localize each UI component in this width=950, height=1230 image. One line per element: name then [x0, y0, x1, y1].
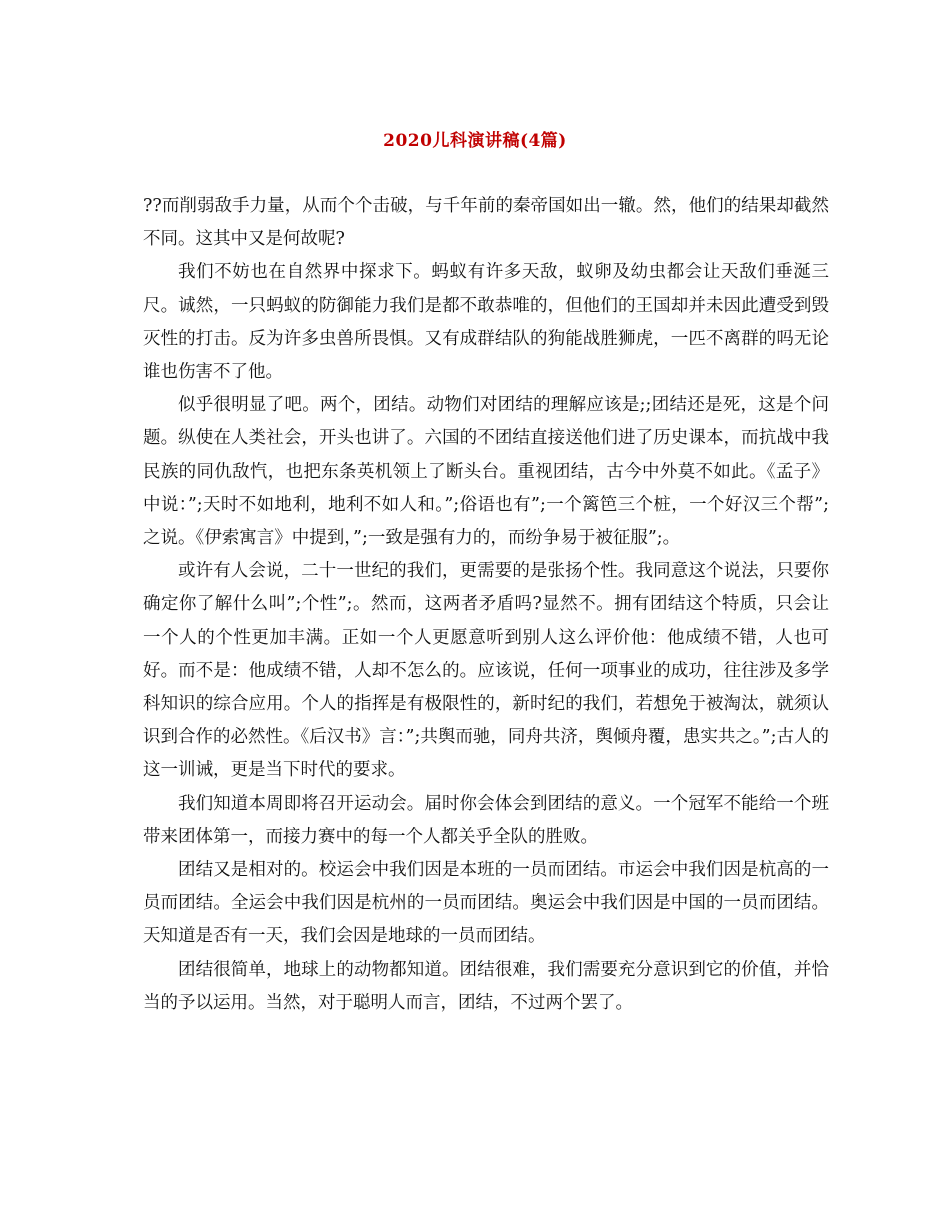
paragraph: ??而削弱敌手力量，从而个个击破，与千年前的秦帝国如出一辙。然，他们的结果却截然不同。这其中又是何故呢? — [143, 196, 829, 250]
paragraph: 似乎很明显了吧。两个，团结。动物们对团结的理解应该是;;团结还是死，这是个问题。纵使在人类社会，开头也讲了。六国的不团结直接送他们进了历史课本，而抗战中我民族的同仇敌忾，也把东条英机领上了断头台。重视团结，古今中外莫不如此。《孟子》中说：”;天时不如地利，地利不如人和。”;俗语也有”;一个篱笆三个桩，一个好汉三个帮”;之说。《伊索寓言》中提到，”;一致是强有力的，而纷争易于被征服”;。 — [143, 395, 829, 549]
paragraph: 我们不妨也在自然界中探求下。蚂蚁有许多天敌，蚁卵及幼虫都会让天敌们垂涎三尺。诚然，一只蚂蚁的防御能力我们是都不敢恭唯的，但他们的王国却并未因此遭受到毁灭性的打击。反为许多虫兽所畏惧。又有成群结队的狗能战胜狮虎，一匹不离群的吗无论谁也伤害不了他。 — [143, 262, 829, 383]
document-title: 2020儿科演讲稿(4篇) — [383, 131, 567, 151]
paragraph: 或许有人会说，二十一世纪的我们，更需要的是张扬个性。我同意这个说法，只要你确定你了解什么叫”;个性”;。然而，这两者矛盾吗?显然不。拥有团结这个特质，只会让一个人的个性更加丰满。正如一个人更愿意听到别人这么评价他：他成绩不错，人也可好。而不是：他成绩不错，人却不怎么的。应该说，任何一项事业的成功，往往涉及多学科知识的综合应用。个人的指挥是有极限性的，新时纪的我们，若想免于被淘汰，就须认识到合作的必然性。《后汉书》言：”;共舆而驰，同舟共济，舆倾舟覆，患实共之。”;古人的这一训诫，更是当下时代的要求。 — [143, 561, 829, 781]
paragraph: 我们知道本周即将召开运动会。届时你会体会到团结的意义。一个冠军不能给一个班带来团体第一，而接力赛中的每一个人都关乎全队的胜败。 — [143, 793, 829, 847]
document-body — [143, 190, 829, 1020]
paragraph: 团结又是相对的。校运会中我们因是本班的一员而团结。市运会中我们因是杭高的一员而团结。全运会中我们因是杭州的一员而团结。奥运会中我们因是中国的一员而团结。天知道是否有一天，我们会因是地球的一员而团结。 — [143, 860, 829, 947]
paragraph: 团结很简单，地球上的动物都知道。团结很难，我们需要充分意识到它的价值，并恰当的予以运用。当然，对于聪明人而言，团结，不过两个罢了。 — [143, 959, 829, 1013]
